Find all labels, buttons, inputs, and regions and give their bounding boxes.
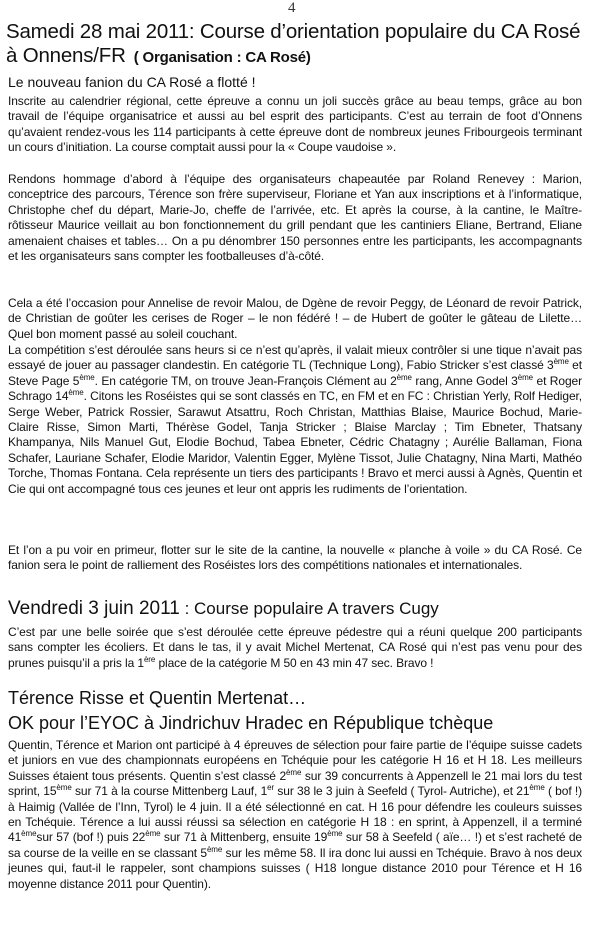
article2-title-date: Vendredi 3 juin 2011 [8, 598, 180, 619]
text-run: sur 39 concurrents à Appenzell le 21 mai lors du test sprint, 15 [8, 768, 582, 799]
article1-paragraph-2: Rendons hommage d’abord à l’équipe des organisateurs chapeautée par Roland Renevey : Marion, conceptrice des parcours, Térence son frère superviseur, Floriane et Yan aux inscriptions et à l’informatique, Christophe chef du départ, Marie-Jo, cheffe de l’arrivée, etc. Et après la course, à la cantine, le Maître-rôtisseur Maurice veillait au bon fonctionnement du grill pendant que les cantiniers Eliane, Bertrand, Eliane amenaient chaises et tables… On a pu dénombrer 150 personnes entre les participants, les accompagnants et les organisateurs sans compter les footballeuses d’à-côté. [8, 172, 582, 264]
text-run: sur 58 à Seefeld ( aïe… !) et s’est racheté de sa course de la veille en se classant 5 [8, 830, 582, 860]
text-run: . En catégorie TM, on trouve Jean-François Clément au 2 [94, 373, 397, 388]
superscript: ème [327, 829, 343, 839]
article1-paragraph-3: Cela a été l’occasion pour Annelise de revoir Malou, de Dgène de revoir Peggy, de Léonard de revoir Patrick, de Christian de goûter les cerises de Roger – le non fédéré ! – de Hubert de goûter le gâteau de Lilette… Quel bon moment passé au soleil couchant. [8, 296, 582, 341]
text-run: rang, Anne Godel 3 [411, 373, 518, 388]
superscript: ème [56, 783, 72, 793]
article1-title-text: Samedi 28 mai 2011: Course d’orientation populaire du CA Rosé à Onnens/FR [6, 20, 581, 67]
text-run: sur les même 58. Il ira donc lui aussi en Tchéquie. Bravo à nos deux jeunes qui, faut-il le rappeler, sont champions suisses ( H18 longue distance 2010 pour Térence et H 16 moyenne distance 2011 pour Quentin). [8, 845, 582, 891]
superscript: ème [529, 783, 545, 793]
superscript: ère [143, 654, 156, 664]
article1-lead: Le nouveau fanion du CA Rosé a flotté ! [8, 74, 256, 90]
article1-paragraph-4 [8, 343, 582, 497]
text-run: Quentin, Térence et Marion ont participé à 4 épreuves de sélection pour faire partie de l’équipe suisse cadets et juniors en vue des championnats européens en Tchéquie pour les catégorie H 16 et H 18. Les meilleurs Suisses étaient tous présents. Quentin s’est classé 2 [8, 738, 582, 783]
text-run: . Citons les Roséistes qui se sont classés en TC, en FM et en FC : Christian Yerly, Rolf Hediger, Serge Weber, Patrick Rossier, Sarawut Atsattru, Roch Christan, Matthias Blaise, Maurice Bochud, Marie-Claire Risse, Simon Marti, Thérèse Godel, Tanja Stricker ; Blaise Marclay ; Tim Ebneter, Thatsany Khampanya, Nils Manuel Gut, Elodie Bochud, Tabea Ebneter, Cédric Chatagny ; Aurélie Ballaman, Fiona Schafer, Lauriane Schafer, Elodie Maridor, Valentin Egger, Mylène Tissot, Julie Chatagny, Nina Marti, Mathéo Torche, Thomas Fontana. Cela représente un tiers des participants ! Bravo et merci aussi à Agnès, Quentin et Cie qui ont accompagné tous ces jeunes et leur ont appris les rudiments de l’orientation. [8, 389, 582, 496]
article1-paragraph-5: Et l’on a pu voir en primeur, flotter sur le site de la cantine, la nouvelle « planche à voile » du CA Rosé. Ce fanion sera le point de ralliement des Roséistes lors des compétitions nationales et internationales. [8, 543, 582, 573]
superscript: ème [517, 372, 534, 382]
page-number: 4 [288, 0, 296, 16]
article3-subtitle: OK pour l’EYOC à Jindrichuv Hradec en République tchèque [8, 713, 494, 733]
article3-title: Térence Risse et Quentin Mertenat… [8, 688, 307, 708]
article1-paragraph-1: Inscrite au calendrier régional, cette épreuve a connu un joli succès grâce au beau temps, grâce au bon travail de l’équipe organisatrice et aussi au bel esprit des participants. C’est au terrain de foot d’Onnens qu’avaient rendez-vous les 114 participants à cette épreuve dont de nombreux jeunes Fribourgeois terminant un cours d’initiation. La course comptait aussi pour la « Coupe vaudoise ». [8, 94, 582, 155]
superscript: ème [79, 372, 95, 382]
text-run: place de la catégorie M 50 en 43 min 47 sec. Bravo ! [155, 655, 434, 670]
text-run: sur 71 à Mittenberg, ensuite 19 [160, 830, 328, 845]
text-run: ( bof !) à Haimig (Vallée de l’Inn, Tyrol) le 4 juin. Il a été sélectionné en cat. H 16 pour défendre les couleurs suisses en Tchéquie. Térence a lui aussi réussi sa sélection en catégorie H 18 : en sprint, à Appenzell, il a terminé 41 [8, 784, 582, 845]
superscript: ème [206, 844, 223, 854]
article3-paragraph [8, 738, 582, 892]
superscript: ème [145, 829, 161, 839]
text-run: sur 57 (bof !) puis 22 [36, 830, 146, 845]
article1-title [6, 20, 596, 70]
superscript: ème [396, 372, 412, 382]
text-run: et Roger Schrago 14 [8, 373, 582, 404]
article1-organisation: ( Organisation : CA Rosé) [133, 49, 311, 66]
text-run: C’est par une belle soirée que s’est déroulée cette épreuve pédestre qui a réuni quelque 200 participants sans compter les écoliers. Et dans le tas, il y avait Michel Mertenat, CA Rosé qui n’est pas venu pour des prunes puisqu’il a pris la 1 [8, 625, 582, 670]
superscript: ème [553, 357, 569, 367]
superscript: er [267, 783, 275, 793]
article2-paragraph [8, 625, 582, 671]
text-run: La compétition s’est déroulée sans heurs si ce n’est qu’après, il valait mieux contrôler si une tique n’avait pas essayé de jouer au passager clandestin. En catégorie TL (Technique Long), Fabio Stricker s’est classé 3 [8, 343, 582, 373]
text-run: sur 71 à la course Mittenberg Lauf, 1 [71, 784, 268, 799]
article2-title-rest: : Course populaire A travers Cugy [179, 599, 439, 618]
superscript: ème [68, 388, 84, 398]
article2-title [8, 598, 439, 620]
text-run: et Steve Page 5 [8, 358, 582, 388]
superscript: ème [21, 829, 37, 839]
superscript: ème [286, 767, 302, 777]
text-run: sur 38 le 3 juin à Seefeld ( Tyrol- Autriche), et 21 [274, 784, 530, 799]
